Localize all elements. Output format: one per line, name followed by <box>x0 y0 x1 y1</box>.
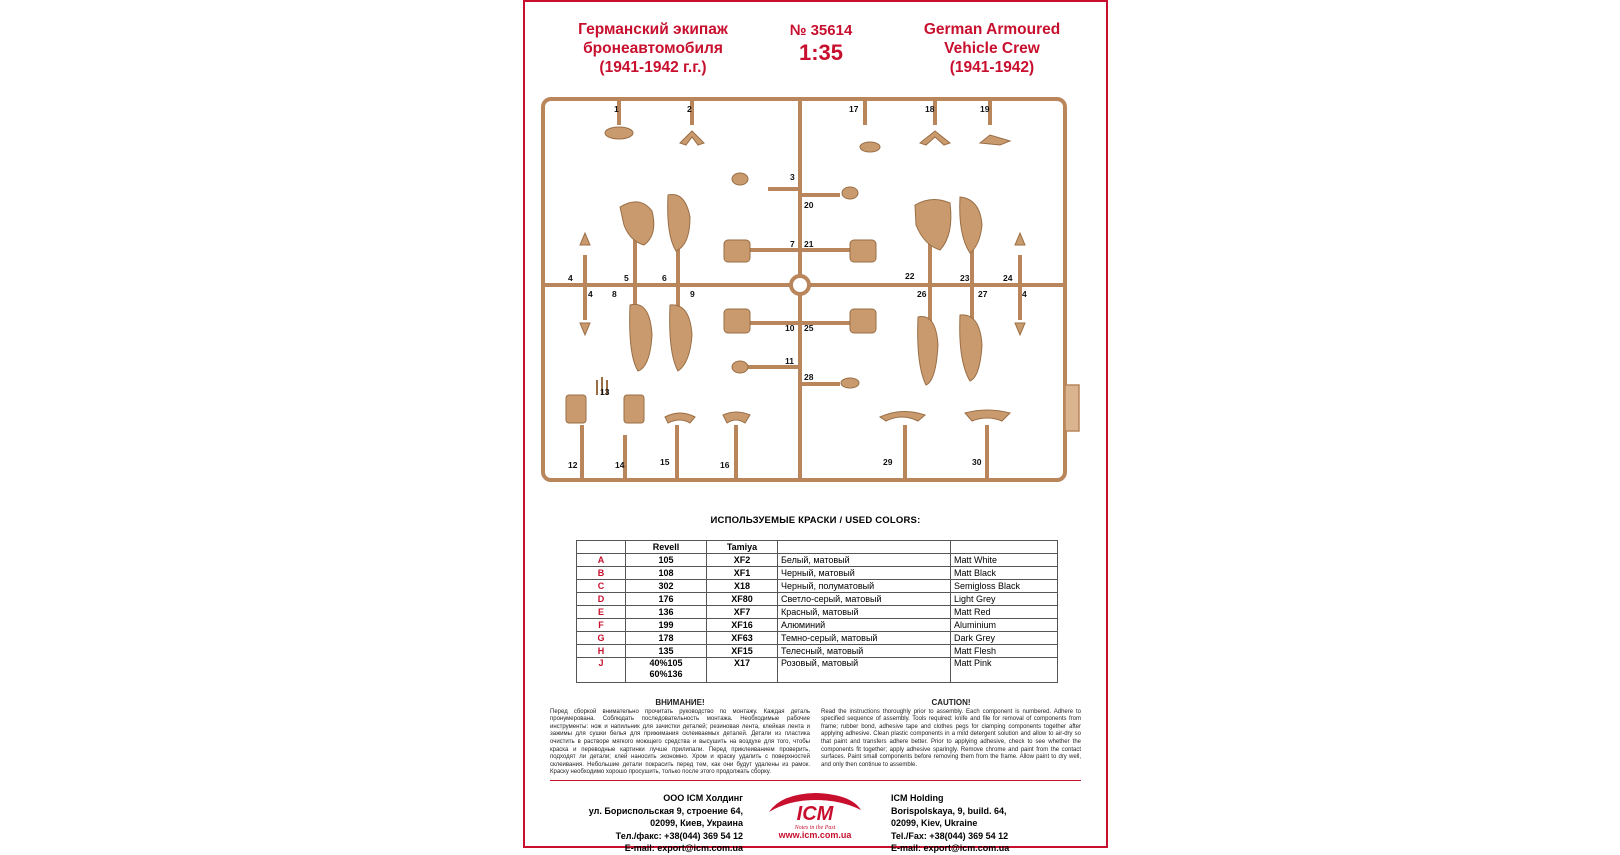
part-label-21: 21 <box>804 239 814 249</box>
color-name-en: Light Grey <box>951 593 1058 606</box>
part-label-7: 7 <box>790 239 795 249</box>
tamiya-code: XF63 <box>707 632 778 645</box>
part-label-4c: 4 <box>1022 289 1027 299</box>
color-code: E <box>577 606 626 619</box>
colors-table-body <box>577 554 1058 683</box>
tamiya-code: XF7 <box>707 606 778 619</box>
part-label-27: 27 <box>978 289 988 299</box>
caution-english <box>821 699 1081 769</box>
warning-russian <box>550 699 810 777</box>
color-row <box>577 593 1058 606</box>
header-code <box>577 541 626 554</box>
revell-code: 199 <box>626 619 707 632</box>
part-label-16: 16 <box>720 460 730 470</box>
color-name-ru: Алюминий <box>778 619 951 632</box>
revell-code: 40%105 60%136 <box>626 658 707 683</box>
title-en-line2: Vehicle Crew <box>944 40 1040 57</box>
revell-code: 176 <box>626 593 707 606</box>
revell-code: 135 <box>626 645 707 658</box>
color-code: A <box>577 554 626 567</box>
part-label-4b: 4 <box>588 289 593 299</box>
title-en-line1: German Armoured <box>923 21 1061 38</box>
header-tamiya: Tamiya <box>707 541 778 554</box>
color-name-ru: Темно-серый, матовый <box>778 632 951 645</box>
part-label-1: 1 <box>614 104 619 114</box>
color-name-ru: Черный, матовый <box>778 567 951 580</box>
colors-table <box>576 540 1058 683</box>
color-row <box>577 619 1058 632</box>
color-code: G <box>577 632 626 645</box>
tamiya-code: XF16 <box>707 619 778 632</box>
part-label-29: 29 <box>883 457 893 467</box>
revell-code: 136 <box>626 606 707 619</box>
color-name-ru: Светло-серый, матовый <box>778 593 951 606</box>
color-name-en: Matt Flesh <box>951 645 1058 658</box>
color-name-ru: Черный, полуматовый <box>778 580 951 593</box>
tamiya-code: XF2 <box>707 554 778 567</box>
footer-address-russian <box>565 792 743 855</box>
header-en <box>951 541 1058 554</box>
color-row <box>577 645 1058 658</box>
tamiya-code: X18 <box>707 580 778 593</box>
footer-ru-line: ООО ICM Холдинг <box>663 793 743 803</box>
icm-logo-text: ICM <box>796 803 834 825</box>
part-label-15: 15 <box>660 457 670 467</box>
footer-ru-line: Тел./факс: +38(044) 369 54 12 <box>615 830 743 841</box>
color-name-en: Matt Black <box>951 567 1058 580</box>
title-russian <box>553 20 753 77</box>
footer-ru-line: ул. Бориспольская 9, строение 64, <box>588 805 743 816</box>
color-name-ru: Розовый, матовый <box>778 658 951 683</box>
header-ru <box>778 541 951 554</box>
caution-en-text: Read the instructions thoroughly prior to assembly. Each component is numbered. Adhere to specified sequence of assembly. Tools required: knife and file for removal of components from frame; rubber bond, adhesive tape and clothes pegs for clamping components together after applying adhesive. Clean plastic components in a mild detergent solution and allow to air-dry so that paint and transfers adhere better. Prior to applying adhesive, check to see whether the components fit together; apply adhesive sparingly. Remove chrome and paint from the contact surfaces. Paint small components before removing them from the frame. Allow paint to dry well, and only then continue to assemble. <box>821 708 1081 768</box>
part-label-11: 11 <box>785 356 794 366</box>
warning-ru-title: ВНИМАНИЕ! <box>655 698 705 707</box>
footer-divider <box>550 780 1081 781</box>
icm-logo-slogan: Notes in the Past <box>794 825 836 831</box>
part-label-10: 10 <box>785 323 795 333</box>
part-label-25: 25 <box>804 323 814 333</box>
color-name-en: Matt Pink <box>951 658 1058 683</box>
revell-code: 302 <box>626 580 707 593</box>
icm-logo-mark <box>761 788 869 832</box>
color-row <box>577 580 1058 593</box>
tamiya-code: X17 <box>707 658 778 683</box>
title-english <box>897 20 1087 77</box>
title-ru-years: (1941-1942 г.г.) <box>599 59 707 76</box>
color-row <box>577 606 1058 619</box>
revell-code: 178 <box>626 632 707 645</box>
color-code: C <box>577 580 626 593</box>
caution-en-title: CAUTION! <box>931 698 971 707</box>
part-label-4a: 4 <box>568 273 573 283</box>
color-row <box>577 658 1058 683</box>
part-label-9: 9 <box>690 289 695 299</box>
icm-logo <box>761 788 869 848</box>
color-name-en: Dark Grey <box>951 632 1058 645</box>
footer-ru-line: E-mail: export@icm.com.ua <box>624 843 743 853</box>
kit-number: № 35614 <box>789 22 853 39</box>
part-label-8: 8 <box>612 289 617 299</box>
color-code: D <box>577 593 626 606</box>
footer-en-line: Tel./Fax: +38(044) 369 54 12 <box>891 830 1009 841</box>
colors-table-header <box>577 541 1058 554</box>
warning-ru-text: Перед сборкой внимательно прочитать руководство по монтажу. Каждая деталь пронумерована. Соблюдать последовательность монтажа. Необходимые рабочие инструменты: нож и напильник для зачистки деталей; резиновая лента, клейкая лента и зажимы для сушки белья для прижимания склеиваемых деталей. Детали из пластика очистить в растворе мягкого моющего средства и высушить на воздухе для того, чтобы краска и переводные картинки лучше прилипали. Перед приклеиванием проверить, подходят ли детали; клей наносить экономно. Хром и краску удалить с поверхностей склеивания. Небольшие детали покрасить перед тем, как они будут удалены из рамок. Краску необходимо хорошо просушить, только после этого продолжать сборку. <box>550 708 810 776</box>
part-label-6: 6 <box>662 273 667 283</box>
color-name-en: Semigloss Black <box>951 580 1058 593</box>
tamiya-code: XF15 <box>707 645 778 658</box>
title-ru-line1: Германский экипаж <box>578 21 728 38</box>
footer-en-line: 02099, Kiev, Ukraine <box>891 818 978 828</box>
footer-en-line: ICM Holding <box>891 793 944 803</box>
instruction-page <box>523 0 1108 853</box>
part-label-20: 20 <box>804 200 814 210</box>
footer-address-english <box>891 792 1081 855</box>
used-colors-title: ИСПОЛЬЗУЕМЫЕ КРАСКИ / USED COLORS: <box>710 515 921 526</box>
part-label-3: 3 <box>790 172 795 182</box>
footer-en-line: E-mail: export@icm.com.ua <box>891 843 1010 853</box>
color-name-en: Matt Red <box>951 606 1058 619</box>
tamiya-code: XF80 <box>707 593 778 606</box>
part-label-14: 14 <box>615 460 625 470</box>
color-code: H <box>577 645 626 658</box>
color-name-ru: Красный, матовый <box>778 606 951 619</box>
part-label-2: 2 <box>687 104 692 114</box>
footer-en-line: Borispolskaya, 9, build. 64, <box>891 805 1007 816</box>
color-row <box>577 567 1058 580</box>
title-ru-line2: бронеавтомобиля <box>583 40 723 57</box>
color-name-ru: Белый, матовый <box>778 554 951 567</box>
part-label-12: 12 <box>568 460 578 470</box>
footer-ru-line: 02099, Киев, Украина <box>650 818 743 828</box>
color-row <box>577 632 1058 645</box>
part-label-18: 18 <box>925 104 935 114</box>
sprue-frame <box>543 99 1079 480</box>
part-label-23: 23 <box>960 273 970 283</box>
website-link[interactable]: www.icm.com.ua <box>778 830 852 840</box>
part-label-17: 17 <box>849 104 859 114</box>
part-label-24: 24 <box>1003 273 1013 283</box>
revell-code: 105 <box>626 554 707 567</box>
color-name-en: Matt White <box>951 554 1058 567</box>
color-name-en: Aluminium <box>951 619 1058 632</box>
header-revell: Revell <box>626 541 707 554</box>
color-row <box>577 554 1058 567</box>
part-label-28: 28 <box>804 372 814 382</box>
color-code: B <box>577 567 626 580</box>
revell-code: 108 <box>626 567 707 580</box>
tamiya-code: XF1 <box>707 567 778 580</box>
color-name-ru: Телесный, матовый <box>778 645 951 658</box>
part-label-30: 30 <box>972 457 982 467</box>
part-label-26: 26 <box>917 289 927 299</box>
part-label-22: 22 <box>905 271 915 281</box>
part-label-13: 13 <box>600 387 610 397</box>
sprue-diagram <box>540 95 1095 505</box>
title-en-years: (1941-1942) <box>949 59 1035 76</box>
part-label-5: 5 <box>624 273 629 283</box>
color-code: F <box>577 619 626 632</box>
color-code: J <box>577 658 626 683</box>
kit-scale: 1:35 <box>798 40 844 65</box>
part-label-19: 19 <box>980 104 990 114</box>
